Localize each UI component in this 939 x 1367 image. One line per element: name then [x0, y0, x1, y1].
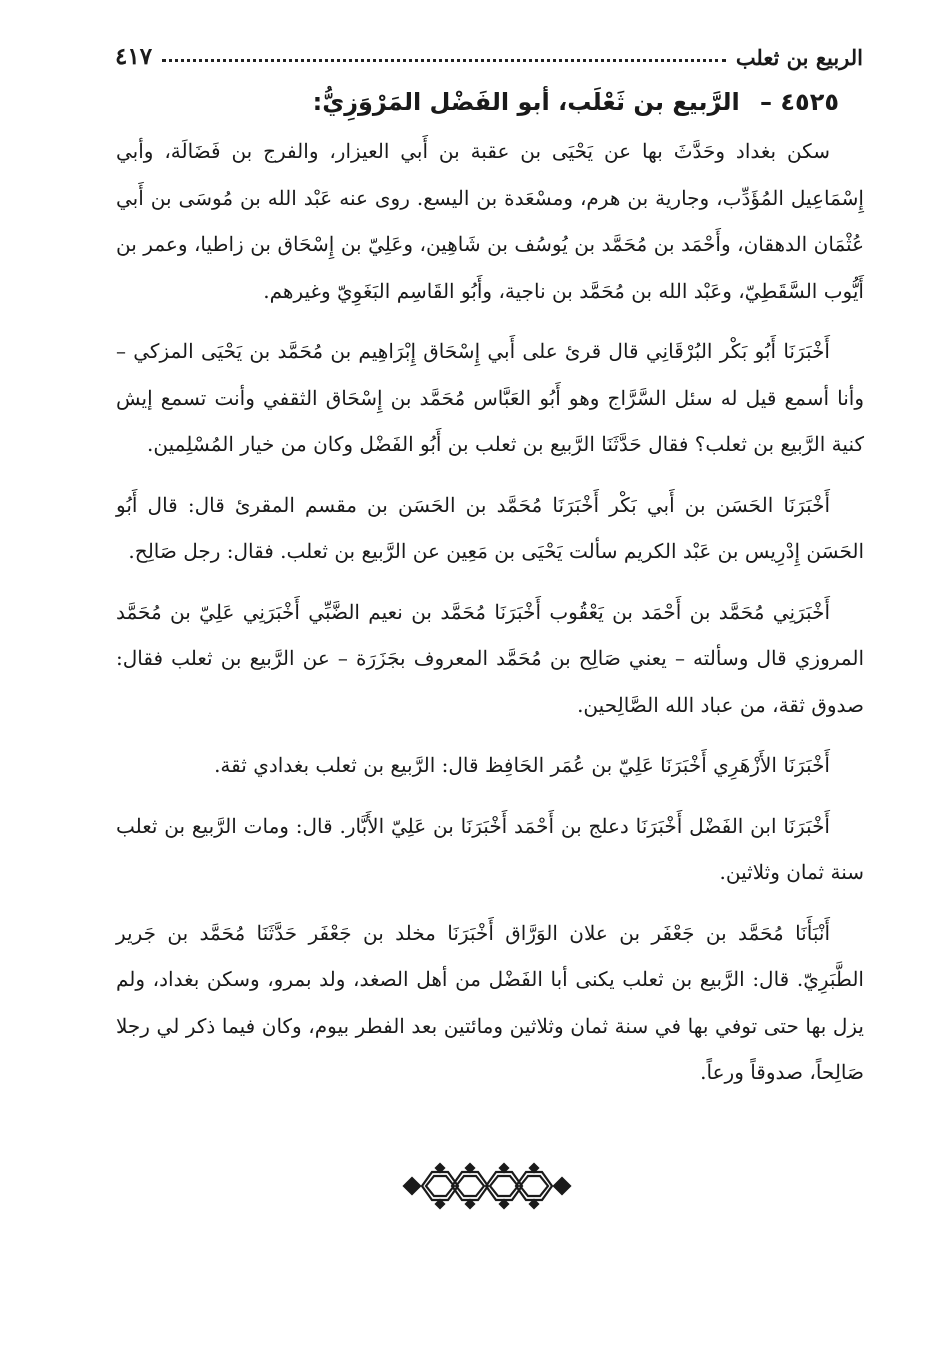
entry-heading	[119, 80, 839, 124]
running-header	[115, 30, 863, 70]
running-title: الربيع بن ثعلب	[735, 45, 863, 70]
interlace-ornament-icon	[402, 1160, 572, 1212]
paragraph-report-4: أَخْبَرَنَا الأَزْهَرِي أَخْبَرَنَا عَلِيّ بن عُمَر الحَافِظ قال: الرَّبيع بن ثعلب بغدادي ثقة.	[214, 753, 830, 777]
paragraph-report-1: أَخْبَرَنَا أَبُو بَكْر البُرْقَانِي قال قرئ على أَبي إِسْحَاق إِبْرَاهِيم بن مُحَمَّد بن يَحْيَى المزكي – وأنا أسمع قيل له سئل السَّرَّاج وهو أَبُو العَبَّاس مُحَمَّد بن إِسْحَاق الثقفي وأنت تسمع إيش كنية الرَّبيع بن ثعلب؟ فقال حَدَّثَنَا الرَّبيع بن ثعلب بن أَبُو الفَضْل وكان من خيار المُسْلِمين.	[116, 339, 864, 456]
paragraph-report-6: أَنْبَأَنَا مُحَمَّد بن جَعْفَر بن علان الوَرَّاق أَخْبَرَنَا مخلد بن جَعْفَر حَدَّثَنَا مُحَمَّد بن جَرير الطَّبَرِيّ. قال: الرَّبيع بن ثعلب يكنى أبا الفَضْل من أهل الصغد، ولد بمرو، وسكن بغداد، ولم يزل بها حتى توفي بها في سنة ثمان وثلاثين ومائتين بعد الفطر بيوم، وكان فيما ذكر لي رجلا صَالِحاً، صدوقاً ورعاً.	[116, 920, 864, 1084]
leader-dots	[162, 59, 726, 62]
body-text	[116, 128, 864, 1110]
paragraph-biography: سكن بغداد وحَدَّثَ بها عن يَحْيَى بن عقبة بن أَبي العيزار، والفرج بن فَضَالَة، وأبي إِسْمَاعِيل المُؤَدِّب، وجارية بن هرم، ومسْعَدة بن اليسع. روى عنه عَبْد الله بن مُوسَى بن أَبي عُثْمَان الدهقان، وأَحْمَد بن مُحَمَّد بن يُوسُف بن شَاهِين، وعَلِيّ بن إِسْحَاق بن زاطيا، وعمر بن أَيُّوب السَّقَطِيّ، وعَبْد الله بن مُحَمَّد بن ناجية، وأَبُو القَاسِم البَغَوِيّ وغيرهم.	[116, 139, 864, 303]
entry-number: ٤٥٢٥ –	[760, 88, 839, 116]
page-number: ٤١٧	[115, 43, 153, 70]
entry-title: الرَّبيع بن ثَعْلَب، أبو الفَضْل المَرْوَزِيُّ:	[312, 88, 740, 116]
paragraph-report-2: أَخْبَرَنَا الحَسَن بن أَبي بَكْر أَخْبَرَنَا مُحَمَّد بن الحَسَن بن مقسم المقرئ قال: قال أَبُو الحَسَن إِدْرِيس بن عَبْد الكريم سألت يَحْيَى بن مَعِين عن الرَّبيع بن ثعلب. فقال: رجل صَالِح.	[116, 492, 864, 563]
paragraph-report-3: أَخْبَرَنِي مُحَمَّد بن أَحْمَد بن يَعْقُوب أَخْبَرَنَا مُحَمَّد بن نعيم الضَّبِّي أَخْبَرَنِي عَلِيّ بن مُحَمَّد المروزي قال وسألته – يعني صَالِح بن مُحَمَّد المعروف بجَزَرَة – عن الرَّبيع بن ثعلب فقال: صدوق ثقة، من عباد الله الصَّالِحين.	[116, 599, 864, 717]
paragraph-report-5: أَخْبَرَنَا ابن الفَضْل أَخْبَرَنَا دعلج بن أَحْمَد أَخْبَرَنَا بن عَلِيّ الأَبَّار. قال: ومات الرَّبيع بن ثعلب سنة ثمان وثلاثين.	[116, 813, 864, 884]
